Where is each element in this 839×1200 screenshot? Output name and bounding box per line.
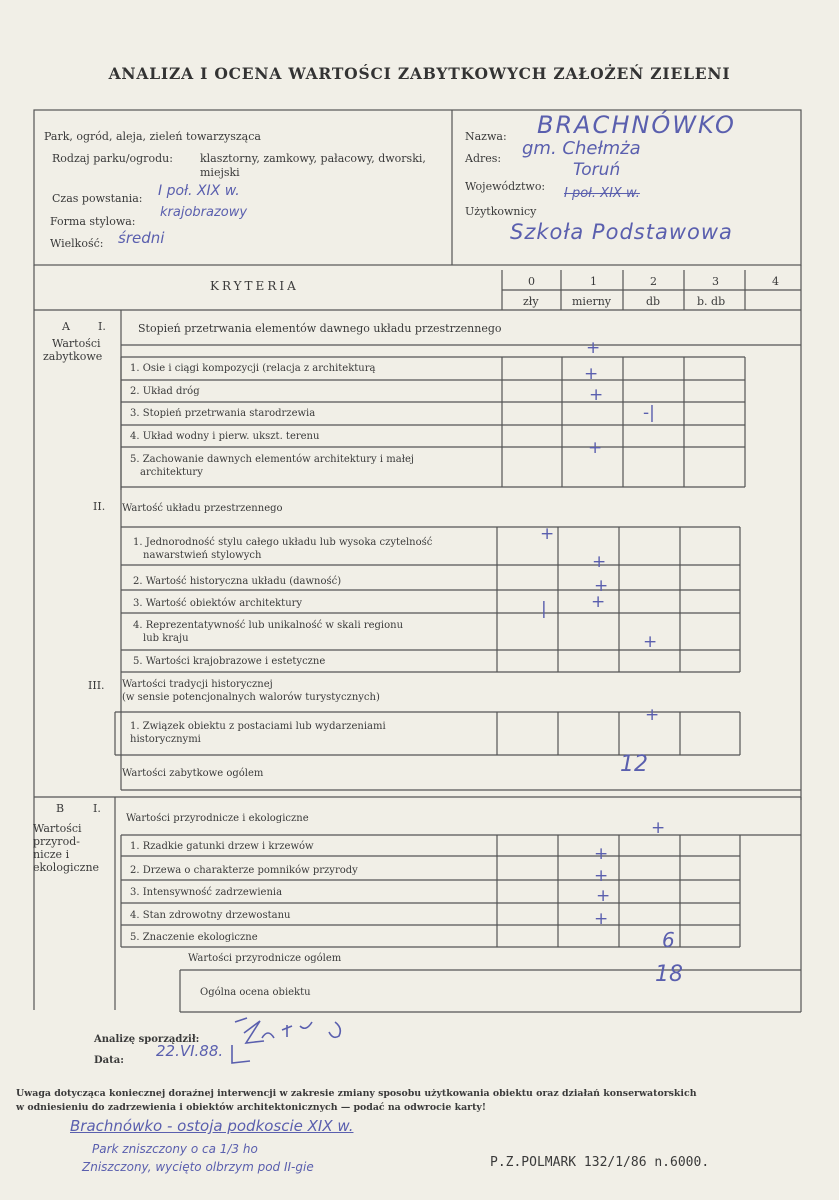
group-2-number: II. (93, 500, 106, 513)
check-mark: + (651, 818, 666, 838)
section-b-name-3: nicze i (33, 848, 70, 861)
adres-value-2: Toruń (573, 160, 621, 180)
check-mark: + (591, 592, 606, 612)
park-label: Park, ogród, aleja, zieleń towarzysząca (44, 130, 261, 143)
group-3-number: III. (88, 679, 105, 692)
check-mark: + (645, 705, 660, 725)
nazwa-label: Nazwa: (465, 130, 507, 143)
section-b-number: I. (93, 802, 101, 815)
total-przyrodnicze-value: 6 (662, 928, 675, 952)
section-b-title: Wartości przyrodnicze i ekologiczne (126, 813, 309, 824)
wojewodztwo-value: I poł. XIX w. (564, 186, 640, 201)
handwritten-note-3: Zniszczony, wycięto olbrzym pod II-gie (82, 1160, 314, 1174)
uzytkownicy-value: Szkoła Podstawowa (510, 220, 733, 244)
adres-label: Adres: (465, 152, 502, 165)
printer-code: P.Z.POLMARK 132/1/86 n.6000. (490, 1155, 710, 1170)
criterion-a2-2: 2. Wartość historyczna układu (dawność) (133, 576, 342, 587)
forma-value: krajobrazowy (160, 205, 248, 220)
overall-label: Ogólna ocena obiektu (200, 987, 311, 998)
handwritten-note-1: Brachnówko - ostoja podkoscie XIX w. (70, 1117, 354, 1135)
section-b-name-2: przyrod- (33, 835, 80, 848)
page-title: ANALIZA I OCENA WARTOŚCI ZABYTKOWYCH ZAŁOŻEŃ ZIELENI (108, 64, 731, 83)
criterion-b-4: 4. Stan zdrowotny drzewostanu (130, 910, 291, 921)
wielkosc-value: średni (118, 229, 165, 247)
criterion-a2-1-cont: nawarstwień stylowych (143, 550, 262, 561)
czas-value: I poł. XIX w. (158, 183, 240, 199)
wielkosc-label: Wielkość: (50, 237, 104, 250)
criterion-a1-3: 3. Stopień przetrwania starodrzewia (130, 408, 316, 419)
criterion-b-5: 5. Znaczenie ekologiczne (130, 932, 258, 943)
sporzadzil-label: Analizę sporządził: (94, 1034, 200, 1045)
scale-label-0: zły (523, 295, 539, 308)
criterion-a1-1: 1. Osie i ciągi kompozycji (relacja z architekturą (130, 363, 376, 374)
scale-num-3: 3 (712, 275, 719, 288)
check-mark: | (541, 599, 547, 619)
czas-label: Czas powstania: (52, 192, 143, 205)
criterion-b-3: 3. Intensywność zadrzewienia (130, 887, 283, 898)
check-mark: + (589, 385, 604, 405)
check-mark: + (540, 524, 555, 544)
scale-label-2: db (646, 295, 661, 308)
criterion-a1-5-cont: architektury (140, 467, 203, 478)
group-2-title: Wartość układu przestrzennego (122, 503, 283, 514)
total-przyrodnicze-label: Wartości przyrodnicze ogólem (188, 953, 342, 964)
total-zabytkowe-label: Wartości zabytkowe ogólem (122, 768, 264, 779)
overall-value: 18 (655, 962, 683, 987)
group-1-number: I. (98, 320, 106, 333)
rodzaj-options-2: miejski (200, 166, 240, 179)
criterion-a2-4-cont: lub kraju (143, 633, 189, 644)
section-a-letter: A (62, 320, 70, 333)
scale-num-2: 2 (650, 275, 657, 288)
criterion-b-2: 2. Drzewa o charakterze pomników przyrody (130, 865, 358, 876)
scale-num-4: 4 (772, 275, 779, 288)
section-b-name-4: ekologiczne (33, 861, 100, 874)
rodzaj-options: klasztorny, zamkowy, pałacowy, dworski, (200, 152, 426, 165)
scale-num-1: 1 (590, 275, 597, 288)
criterion-a3-1: 1. Związek obiektu z postaciami lub wydarzeniami (130, 721, 386, 732)
criterion-a1-5: 5. Zachowanie dawnych elementów architektury i małej (130, 454, 414, 465)
section-a-name-2: zabytkowe (43, 350, 103, 363)
group-3-title: Wartości tradycji historycznej (122, 679, 273, 690)
nazwa-value: BRACHNÓWKO (537, 111, 736, 139)
check-mark: + (594, 866, 609, 886)
criterion-a3-1-cont: historycznymi (130, 734, 201, 745)
group-3-title-2: (w sensie potencjonalnych walorów turystycznych) (122, 692, 380, 703)
rodzaj-label: Rodzaj parku/ogrodu: (52, 152, 173, 165)
data-label: Data: (94, 1055, 124, 1066)
adres-value: gm. Chełmża (522, 138, 641, 159)
check-mark: + (596, 886, 611, 906)
criterion-a2-3: 3. Wartość obiektów architektury (133, 598, 303, 609)
forma-label: Forma stylowa: (50, 215, 136, 228)
section-b-name: Wartości (33, 822, 82, 835)
criterion-a2-1: 1. Jednorodność stylu całego układu lub wysoka czytelność (133, 537, 433, 548)
scale-label-1: mierny (572, 295, 612, 308)
criterion-a2-4: 4. Reprezentatywność lub unikalność w skali regionu (133, 620, 404, 631)
check-mark: + (594, 909, 609, 929)
check-mark: + (594, 576, 609, 596)
scale-label-3: b. db (697, 295, 726, 308)
section-a-name: Wartości (52, 337, 101, 350)
group-1-title: Stopień przetrwania elementów dawnego układu przestrzennego (138, 322, 502, 335)
check-mark: + (586, 338, 601, 358)
check-mark: + (594, 844, 609, 864)
wojewodztwo-label: Województwo: (465, 180, 546, 193)
check-mark: + (643, 632, 658, 652)
handwritten-note-2: Park zniszczony o ca 1/3 ho (92, 1142, 258, 1156)
total-zabytkowe-value: 12 (620, 752, 648, 777)
kryteria-heading: KRYTERIA (210, 279, 299, 293)
uwaga-note: Uwaga dotycząca koniecznej doraźnej interwencji w zakresie zmiany sposobu użytkowania obiektu oraz działań konserwatorskich (16, 1088, 697, 1099)
criterion-b-1: 1. Rzadkie gatunki drzew i krzewów (130, 841, 314, 852)
check-mark: + (588, 438, 603, 458)
criterion-a1-4: 4. Układ wodny i pierw. ukszt. terenu (130, 431, 320, 442)
check-mark: -| (643, 403, 655, 423)
scale-num-0: 0 (528, 275, 535, 288)
check-mark: + (592, 552, 607, 572)
check-mark: + (584, 364, 599, 384)
criterion-a2-5: 5. Wartości krajobrazowe i estetyczne (133, 656, 326, 667)
criterion-a1-2: 2. Układ dróg (130, 386, 200, 397)
uzytkownicy-label: Użytkownicy (465, 205, 537, 218)
section-b-letter: B (56, 802, 65, 815)
uwaga-note-2: w odniesieniu do zadrzewienia i obiektów architektonicznych — podać na odwrocie karty! (16, 1102, 486, 1113)
data-value: 22.VI.88. (156, 1042, 224, 1060)
